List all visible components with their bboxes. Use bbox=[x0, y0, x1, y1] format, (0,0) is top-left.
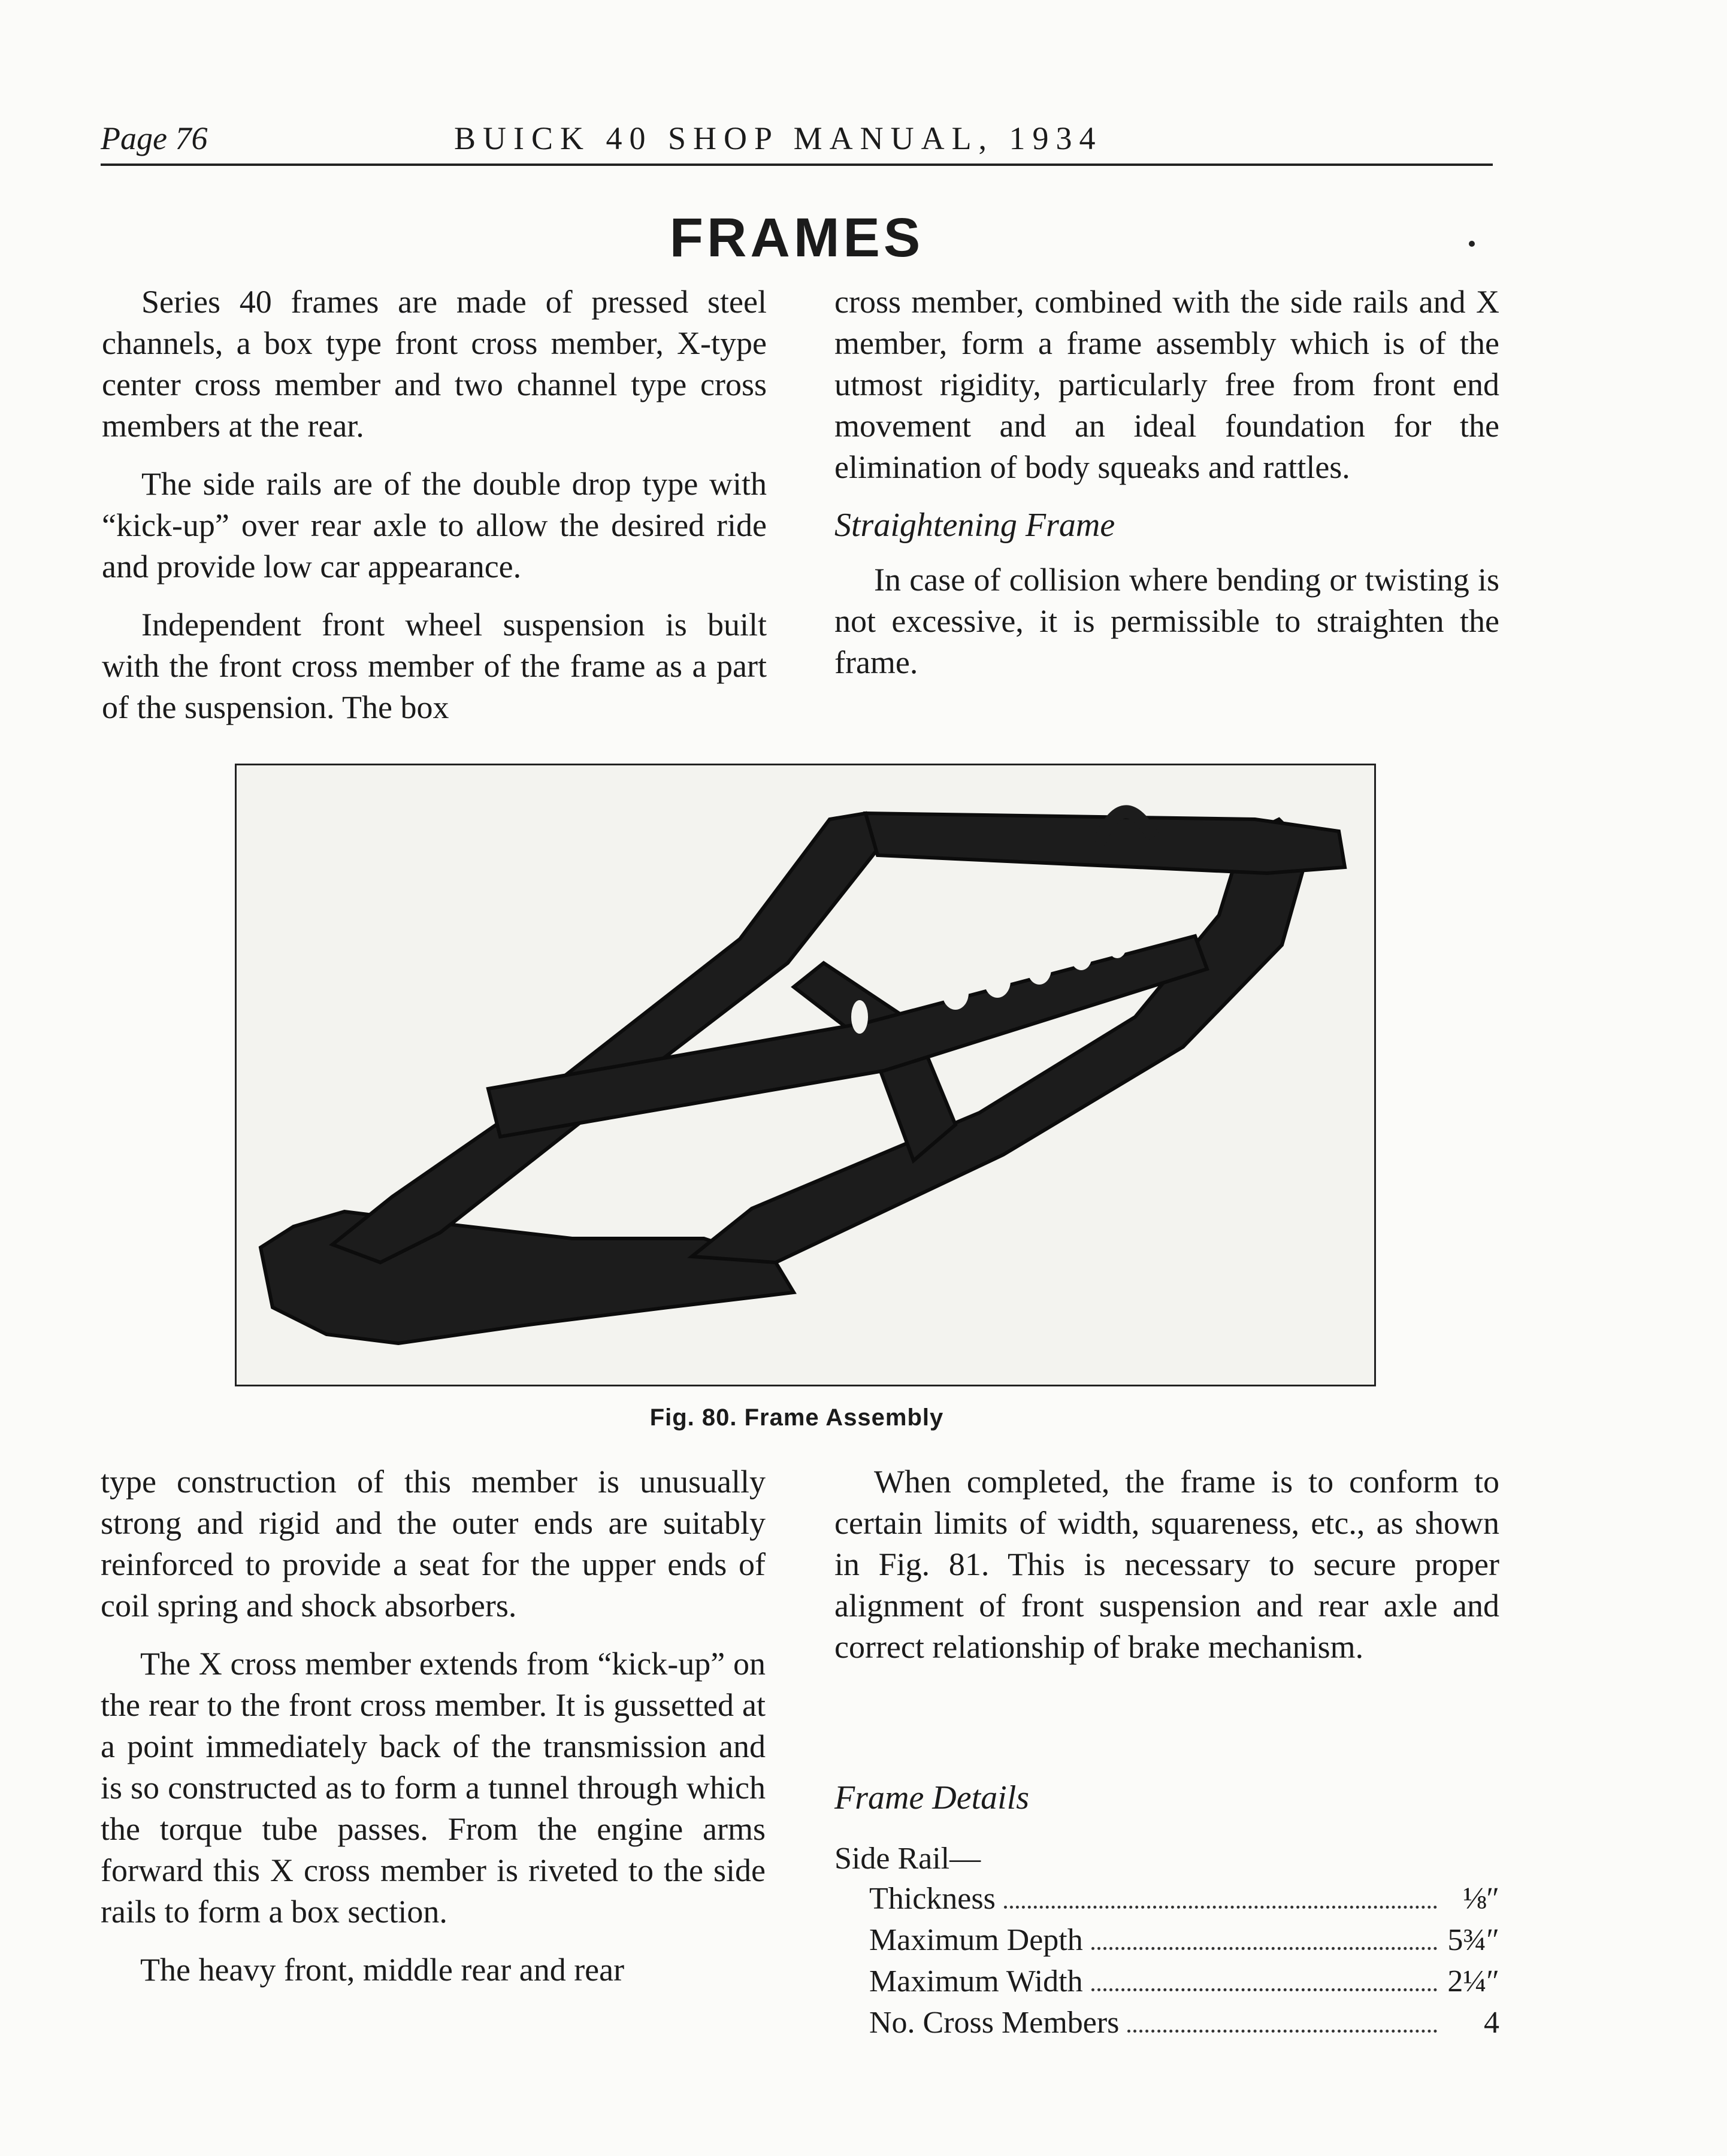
column-top-right bbox=[834, 281, 1499, 683]
side-rail-label: Side Rail— bbox=[834, 1842, 981, 1876]
spec-row-cross-members bbox=[869, 2005, 1499, 2046]
spec-row-maximum-width bbox=[869, 1964, 1499, 2005]
paragraph-front-suspension: Independent front wheel suspension is built with the front cross member of the frame as a part of the suspension. The box bbox=[102, 607, 767, 725]
column-top-left bbox=[102, 281, 767, 728]
subheading-frame-details: Frame Details bbox=[834, 1779, 1030, 1816]
spec-row-thickness bbox=[869, 1881, 1499, 1922]
spec-value: 2¼″ bbox=[1447, 1964, 1499, 1998]
figure-frame-assembly bbox=[235, 764, 1376, 1386]
spec-value: ⅛″ bbox=[1463, 1882, 1499, 1916]
paragraph-x-cross-member: The X cross member extends from “kick-up” on the rear to the front cross member. It is gussetted at a point immediately back of the transmission and is so constructed as to form a tunnel through which the torque tube passes. From the engine arms forward this X cross member is riveted to the side rails to form a box section. bbox=[101, 1646, 766, 1930]
dot-leader bbox=[1091, 1947, 1437, 1950]
dot-leader bbox=[1004, 1906, 1437, 1909]
spec-value: 4 bbox=[1484, 2006, 1499, 2040]
paragraph-frame-construction: Series 40 frames are made of pressed steel channels, a box type front cross member, X-type center cross member and two channel type cross members at the rear. bbox=[102, 284, 767, 444]
spec-label: Maximum Width bbox=[869, 1964, 1083, 1998]
paragraph-heavy-front: The heavy front, middle rear and rear bbox=[140, 1952, 625, 1988]
stray-dot bbox=[1469, 241, 1475, 247]
spec-value: 5¾″ bbox=[1447, 1923, 1499, 1957]
dot-leader bbox=[1091, 1988, 1437, 1991]
column-bottom-left bbox=[101, 1461, 766, 1991]
paragraph-side-rails: The side rails are of the double drop type with “kick-up” over rear axle to allow the desired ride and provide low car appearance. bbox=[102, 466, 767, 585]
spec-label: Thickness bbox=[869, 1882, 996, 1916]
page-header bbox=[101, 120, 1493, 161]
dot-leader bbox=[1127, 2030, 1437, 2033]
spec-row-maximum-depth bbox=[869, 1922, 1499, 1964]
paragraph-straightening: In case of collision where bending or twisting is not excessive, it is permissible to straighten the frame. bbox=[834, 562, 1499, 680]
column-bottom-right bbox=[834, 1461, 1499, 1668]
section-title: FRAMES bbox=[669, 207, 924, 268]
subheading-straightening-frame: Straightening Frame bbox=[834, 507, 1115, 544]
spec-label: Maximum Depth bbox=[869, 1923, 1083, 1957]
paragraph-box-construction: type construction of this member is unusually strong and rigid and the outer ends are suitably reinforced to provide a seat for the upper ends of coil spring and shock absorbers. bbox=[101, 1464, 766, 1624]
page-number: Page 76 bbox=[101, 120, 208, 156]
paragraph-when-completed: When completed, the frame is to conform to certain limits of width, squareness, etc., as shown in Fig. 81. This is necessary to secure proper alignment of front suspension and rear axle and correct relationship of brake mechanism. bbox=[834, 1464, 1499, 1665]
figure-caption: Fig. 80. Frame Assembly bbox=[649, 1404, 944, 1431]
running-title: BUICK 40 SHOP MANUAL, 1934 bbox=[454, 120, 1103, 156]
spec-label: No. Cross Members bbox=[869, 2006, 1120, 2040]
header-rule bbox=[101, 163, 1493, 166]
frame-details bbox=[834, 1779, 1499, 2046]
frame-assembly-photo-icon bbox=[237, 765, 1374, 1385]
paragraph-continuation: cross member, combined with the side rails and X member, form a frame assembly which is of the utmost rigidity, particularly free from front end movement and an ideal foundation for the elimination of body squeaks and rattles. bbox=[834, 284, 1499, 485]
